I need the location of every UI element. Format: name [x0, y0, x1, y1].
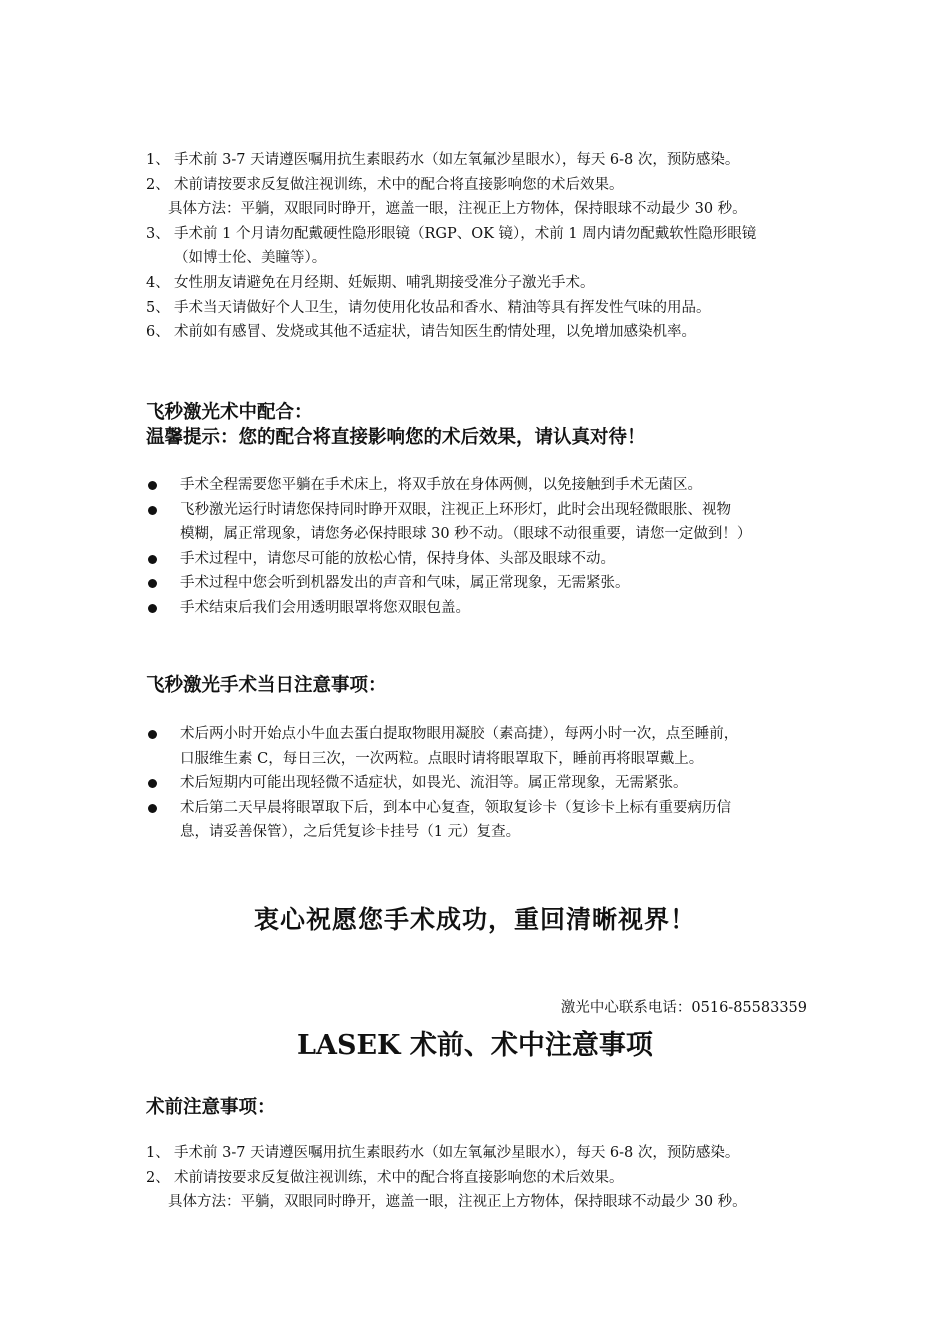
- section-heading-lasek-preop: 术前注意事项：: [146, 1097, 276, 1118]
- list-item: [146, 1166, 818, 1191]
- item-text: 术前请按要求反复做注视训练，术中的配合将直接影响您的术后效果。: [174, 176, 624, 193]
- bullet-item: [146, 796, 818, 845]
- lasek-title: LASEK 术前、术中注意事项: [297, 1030, 653, 1061]
- warm-tip-heading: 温馨提示：您的配合将直接影响您的术后效果，请认真对待！: [146, 427, 646, 448]
- closing-wish: 衷心祝愿您手术成功，重回清晰视界！: [253, 905, 696, 934]
- item-number: 3、: [146, 225, 170, 242]
- bullet-item: [146, 596, 818, 621]
- bullet-item: [146, 771, 818, 796]
- list-item: [146, 320, 818, 345]
- bullet-text: 术后短期内可能出现轻微不适症状，如畏光、流泪等。属正常现象，无需紧张。: [180, 775, 688, 792]
- item-number: 4、: [146, 274, 170, 291]
- bullet-text: 手术过程中您会听到机器发出的声音和气味，属正常现象，无需紧张。: [180, 575, 630, 592]
- bullet-text: 手术结束后我们会用透明眼罩将您双眼包盖。: [180, 599, 470, 616]
- bullet-text: 术后两小时开始点小牛血去蛋白提取物眼用凝胶（素高捷），每两小时一次，点至睡前，: [180, 726, 739, 742]
- bullet-icon: [148, 481, 157, 490]
- item-text: 手术前 1 个月请勿配戴硬性隐形眼镜（RGP、OK 镜），术前 1 周内请勿配戴软性隐形眼镜: [174, 225, 757, 242]
- bullet-text-continuation: 模糊，属正常现象，请您务必保持眼球 30 秒不动。（眼球不动很重要，请您一定做到！）: [180, 526, 752, 543]
- item-number: 2、: [146, 1169, 170, 1186]
- item-number: 1、: [146, 1145, 170, 1161]
- item-text: 手术当天请做好个人卫生，请勿使用化妆品和香水、精油等具有挥发性气味的用品。: [174, 299, 711, 316]
- bullet-text-continuation: 口服维生素 C，每日三次，一次两粒。点眼时请将眼罩取下，睡前再将眼罩戴上。: [180, 750, 704, 767]
- bullet-icon: [148, 730, 157, 739]
- list-item: [146, 173, 818, 198]
- list-item: [146, 222, 818, 247]
- item-number: 2、: [146, 176, 170, 193]
- contact-phone: 激光中心联系电话：0516-85583359: [560, 1000, 807, 1016]
- bullet-item: [146, 473, 818, 498]
- item-number: 5、: [146, 299, 170, 316]
- bullet-icon: [148, 779, 157, 788]
- list-item: [146, 148, 818, 173]
- lasek-preop-list: [146, 1141, 818, 1215]
- list-item: [146, 296, 818, 321]
- bullet-text: 手术过程中，请您尽可能的放松心情，保持身体、头部及眼球不动。: [180, 550, 615, 567]
- method-note: 具体方法：平躺，双眼同时睁开，遮盖一眼，注视正上方物体，保持眼球不动最少 30 秒。: [168, 201, 747, 218]
- bullet-text: 术后第二天早晨将眼罩取下后，到本中心复查，领取复诊卡（复诊卡上标有重要病历信: [180, 799, 731, 816]
- bullet-icon: [148, 506, 157, 515]
- item-number: 1、: [146, 152, 170, 168]
- item-continuation: （如博士伦、美瞳等）。: [174, 250, 327, 267]
- item-text: 女性朋友请避免在月经期、妊娠期、哺乳期接受准分子激光手术。: [174, 274, 595, 291]
- section-heading-sameday: 飞秒激光手术当日注意事项：: [146, 675, 387, 696]
- preop-instructions-list: [146, 148, 818, 345]
- sameday-bullet-list: [146, 722, 818, 845]
- bullet-icon: [148, 804, 157, 813]
- intraop-bullet-list: [146, 473, 818, 621]
- item-text: 手术前 3-7 天请遵医嘱用抗生素眼药水（如左氧氟沙星眼水），每天 6-8 次，预防感染。: [174, 152, 740, 168]
- bullet-icon: [148, 604, 157, 613]
- bullet-icon: [148, 579, 157, 588]
- bullet-item: [146, 547, 818, 572]
- item-text: 术前请按要求反复做注视训练，术中的配合将直接影响您的术后效果。: [174, 1169, 624, 1186]
- item-text: 手术前 3-7 天请遵医嘱用抗生素眼药水（如左氧氟沙星眼水），每天 6-8 次，预防感染。: [174, 1145, 740, 1161]
- bullet-text: 飞秒激光运行时请您保持同时睁开双眼，注视正上环形灯，此时会出现轻微眼胀、视物: [180, 501, 731, 518]
- bullet-text: 手术全程需要您平躺在手术床上，将双手放在身体两侧，以免接触到手术无菌区。: [180, 477, 702, 493]
- bullet-item: [146, 571, 818, 596]
- bullet-icon: [148, 555, 157, 564]
- list-item: [146, 1141, 818, 1166]
- list-item: [146, 271, 818, 296]
- item-number: 6、: [146, 324, 170, 341]
- bullet-item: [146, 498, 818, 547]
- method-note: 具体方法：平躺，双眼同时睁开，遮盖一眼，注视正上方物体，保持眼球不动最少 30 秒。: [168, 1194, 747, 1211]
- bullet-item: [146, 722, 818, 771]
- section-heading-intraop: 飞秒激光术中配合：: [146, 402, 313, 423]
- bullet-text-continuation: 息，请妥善保管），之后凭复诊卡挂号（1 元）复查。: [180, 824, 521, 841]
- item-text: 术前如有感冒、发烧或其他不适症状，请告知医生酌情处理，以免增加感染机率。: [174, 324, 696, 341]
